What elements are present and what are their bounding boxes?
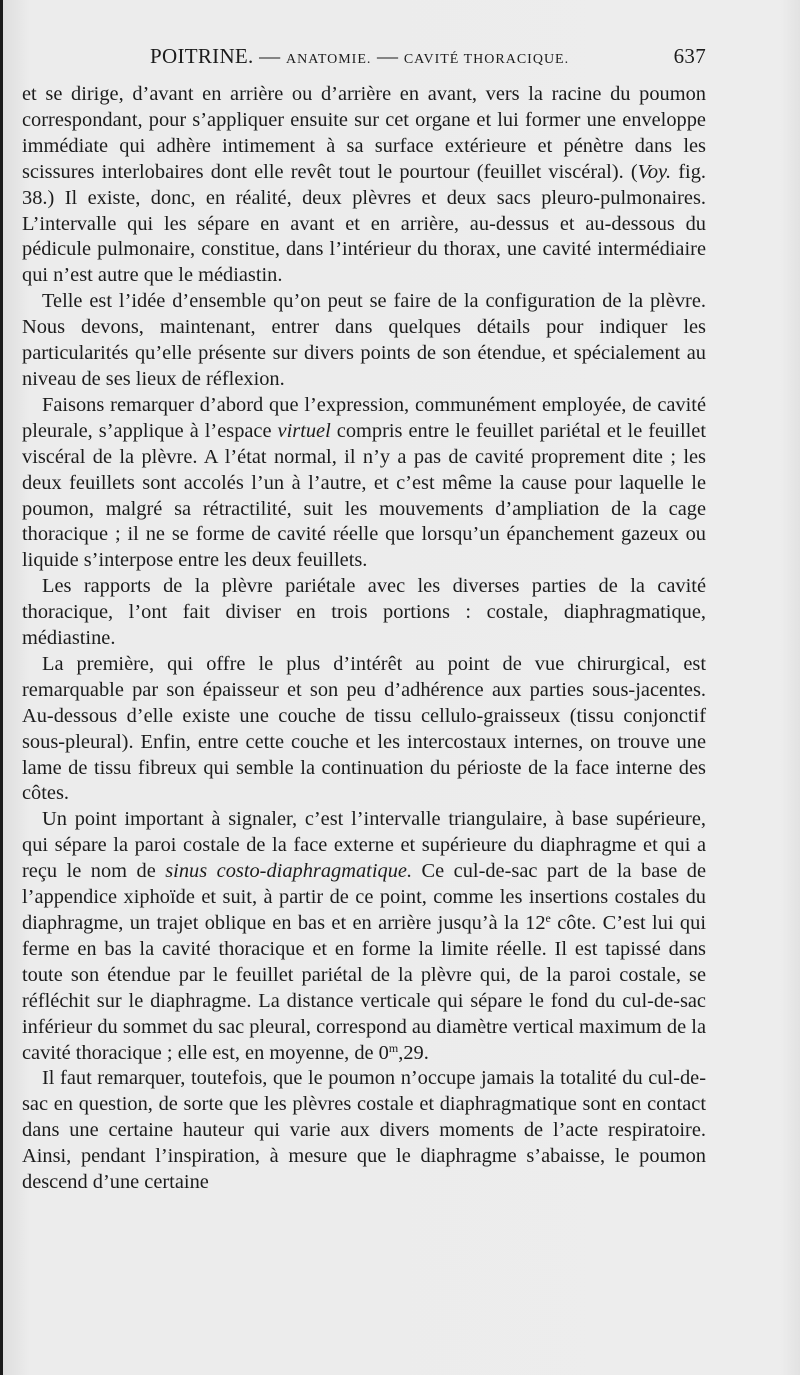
header-subsection: CAVITÉ THORACIQUE. — [403, 52, 570, 67]
paragraph — [22, 652, 706, 807]
italic-term: sinus costo-diaphragmatique. — [165, 860, 413, 883]
running-title — [150, 44, 569, 69]
running-header — [22, 44, 706, 74]
text-run: La première, qui offre le plus d’intérêt au point de vue chirurgical, est remarquable par son épaisseur et son peu d’adhérence aux parties sous-jacentes. Au-dessous d’elle existe une couche de tissu cellulo-graisseux (tissu conjonctif sous-pleural). Enfin, entre cette couche et les intercostaux internes, on trouve une lame de tissu fibreux qui semble la continuation du périoste de la face interne des côtes. — [22, 652, 706, 805]
superscript: m — [388, 1040, 399, 1055]
paragraph — [22, 807, 706, 1066]
text-run: Les rapports de la plèvre pariétale avec les diverses parties de la cavité thoracique, l’ont fait diviser en trois portions : costale, diaphragmatique, médiastine. — [22, 575, 706, 650]
text-run: Telle est l’idée d’ensemble qu’on peut se faire de la configuration de la plèvre. Nous devons, maintenant, entrer dans quelques détails pour indiquer les particularités qu’elle présente sur divers points de son étendue, et spécialement au niveau de ses lieux de réflexion. — [22, 290, 706, 390]
paragraph — [22, 393, 706, 574]
paragraph — [22, 82, 706, 289]
text-run: ,29. — [398, 1041, 429, 1064]
italic-term: virtuel — [277, 419, 331, 442]
text-run: Un point important à signaler, c’est l’intervalle triangulaire, à base supérieure, qui sépare la paroi costale de la face externe et supérieure du diaphragme et qui a reçu le nom de — [22, 808, 706, 883]
text-run: Ce cul-de-sac part de la base de l’appendice xiphoïde et suit, à partir de ce point, comme les insertions costales du diaphragme, un trajet oblique en bas et en arrière jusqu’à la 12 — [22, 860, 706, 934]
text-run: Faisons remarquer d’abord que l’expression, communément employée, de cavité pleurale, s’applique à l’espace — [22, 393, 706, 442]
text-run: fig. 38.) Il existe, donc, en réalité, deux plèvres et deux sacs pleuro-pulmonaires. L’intervalle qui les sépare en avant et en arrière, au-dessus et au-dessous du pédicule pulmonaire, constitue, dans l’intérieur du thorax, une cavité intermédiaire qui n’est autre que le médiastin. — [22, 160, 706, 287]
header-section: ANATOMIE. — [286, 52, 372, 67]
header-dash: — — [376, 44, 399, 68]
paragraph — [22, 289, 706, 393]
paragraph — [22, 1066, 706, 1196]
header-dash: — — [259, 44, 281, 68]
text-run: Il faut remarquer, toutefois, que le poumon n’occupe jamais la totalité du cul-de-sac en question, de sorte que les plèvres costale et diaphragmatique sont en contact dans une certaine hauteur qui varie aux divers moments de l’acte respiratoire. Ainsi, pendant l’inspiration, à mesure que le diaphragme s’abaisse, le poumon descend d’une certaine — [22, 1067, 706, 1194]
text-run: côte. C’est lui qui ferme en bas la cavité thoracique et en forme la limite réelle. Il est tapissé dans toute son étendue par le feuillet pariétal de la plèvre qui, de la paroi costale, se réfléchit sur le diaphragme. La distance verticale qui sépare le fond du cul-de-sac inférieur du sommet du sac pleural, correspond au diamètre vertical maximum de la cavité thoracique ; elle est, en moyenne, de 0 — [22, 912, 706, 1064]
header-title: POITRINE. — [150, 44, 254, 68]
page-number: 637 — [673, 44, 706, 68]
paragraph — [22, 574, 706, 652]
italic-term: Voy. — [637, 160, 672, 183]
page-edge-shadow — [0, 0, 3, 1375]
text-run: compris entre le feuillet pariétal et le feuillet viscéral de la plèvre. A l’état normal, il n’y a pas de cavité proprement dite ; les deux feuillets sont accolés l’un à l’autre, et c’est même la cause pour laquelle le poumon, malgré sa rétractilité, suit les mouvements d’ampliation de la cage thoracique ; il ne se forme de cavité réelle que lorsqu’un épanchement gazeux ou liquide s’interpose entre les deux feuillets. — [22, 419, 706, 572]
body-text — [22, 82, 706, 1196]
text-run: et se dirige, d’avant en arrière ou d’arrière en avant, vers la racine du poumon correspondant, pour s’appliquer ensuite sur cet organe et lui former une enveloppe immédiate qui adhère intimement à sa surface extérieure et pénètre dans les scissures interlobaires dont elle revêt tout le pourtour (feuillet viscéral). ( — [22, 83, 706, 183]
superscript: e — [545, 911, 551, 925]
